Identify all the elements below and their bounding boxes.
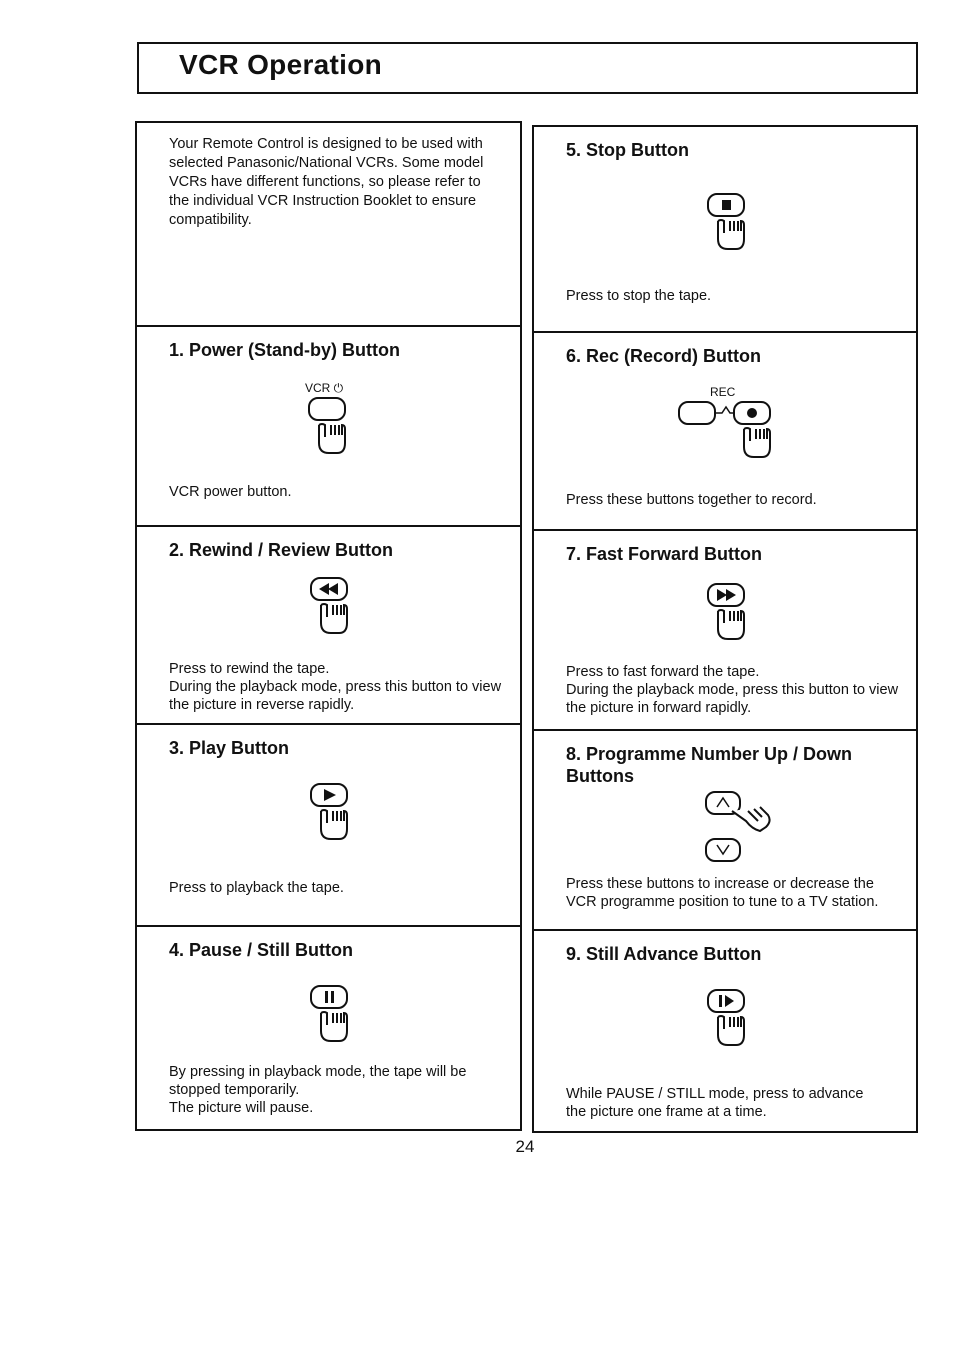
page-number: 24 — [515, 1137, 535, 1156]
rec-heading: 6. Rec (Record) Button — [566, 346, 762, 366]
fast-forward-button-icon — [704, 581, 764, 645]
programme-heading: 8. Programme Number Up / Down Buttons — [566, 744, 853, 786]
rewind-button-icon — [307, 575, 367, 639]
rewind-heading: 2. Rewind / Review Button — [169, 540, 394, 560]
still-advance-desc: While PAUSE / STILL mode, press to advance the picture one frame at a time. — [566, 1086, 864, 1120]
rec-label: REC — [710, 385, 736, 399]
pause-heading: 4. Pause / Still Button — [169, 940, 354, 960]
play-heading: 3. Play Button — [169, 738, 290, 758]
left-column — [135, 121, 522, 1131]
play-cell — [135, 723, 522, 927]
record-button-icon — [676, 399, 786, 465]
still-advance-heading: 9. Still Advance Button — [566, 944, 762, 964]
right-column — [532, 125, 918, 1133]
programme-desc: Press these buttons to increase or decrease the VCR programme position to tune to a TV station. — [566, 876, 879, 910]
stop-button-icon — [704, 191, 764, 255]
intro-cell — [135, 121, 522, 327]
ff-cell — [532, 529, 918, 731]
rewind-desc: Press to rewind the tape. During the playback mode, press this button to view the picture in reverse rapidly. — [169, 661, 502, 713]
rec-desc: Press these buttons together to record. — [566, 492, 817, 508]
stop-desc: Press to stop the tape. — [566, 288, 712, 304]
play-button-icon — [307, 781, 367, 845]
ff-desc: Press to fast forward the tape. During the playback mode, press this button to view the picture in forward rapidly. — [566, 664, 899, 716]
stop-cell — [532, 125, 918, 333]
intro-text: Your Remote Control is designed to be used with selected Panasonic/National VCRs. Some model VCRs have different functions, so please refer to the individual VCR Instruction Booklet to ensure compatibility. — [169, 136, 484, 228]
power-label: VCR ⏻ — [305, 381, 344, 395]
power-button-icon — [305, 395, 365, 459]
rewind-cell — [135, 525, 522, 725]
programme-cell — [532, 729, 918, 931]
power-heading: 1. Power (Stand-by) Button — [169, 340, 400, 360]
ff-heading: 7. Fast Forward Button — [566, 544, 763, 564]
stop-heading: 5. Stop Button — [566, 140, 689, 160]
pause-desc: By pressing in playback mode, the tape will be stopped temporarily. The picture will pause. — [169, 1064, 467, 1116]
still-advance-button-icon — [704, 987, 764, 1051]
programme-up-down-icon — [702, 789, 782, 863]
page-title: VCR Operation — [179, 49, 383, 80]
power-desc: VCR power button. — [169, 484, 292, 500]
power-cell — [135, 325, 522, 527]
still-advance-cell — [532, 929, 918, 1133]
title-box — [137, 42, 918, 94]
pause-button-icon — [307, 983, 367, 1047]
pause-cell — [135, 925, 522, 1131]
play-desc: Press to playback the tape. — [169, 880, 344, 896]
rec-cell — [532, 331, 918, 531]
